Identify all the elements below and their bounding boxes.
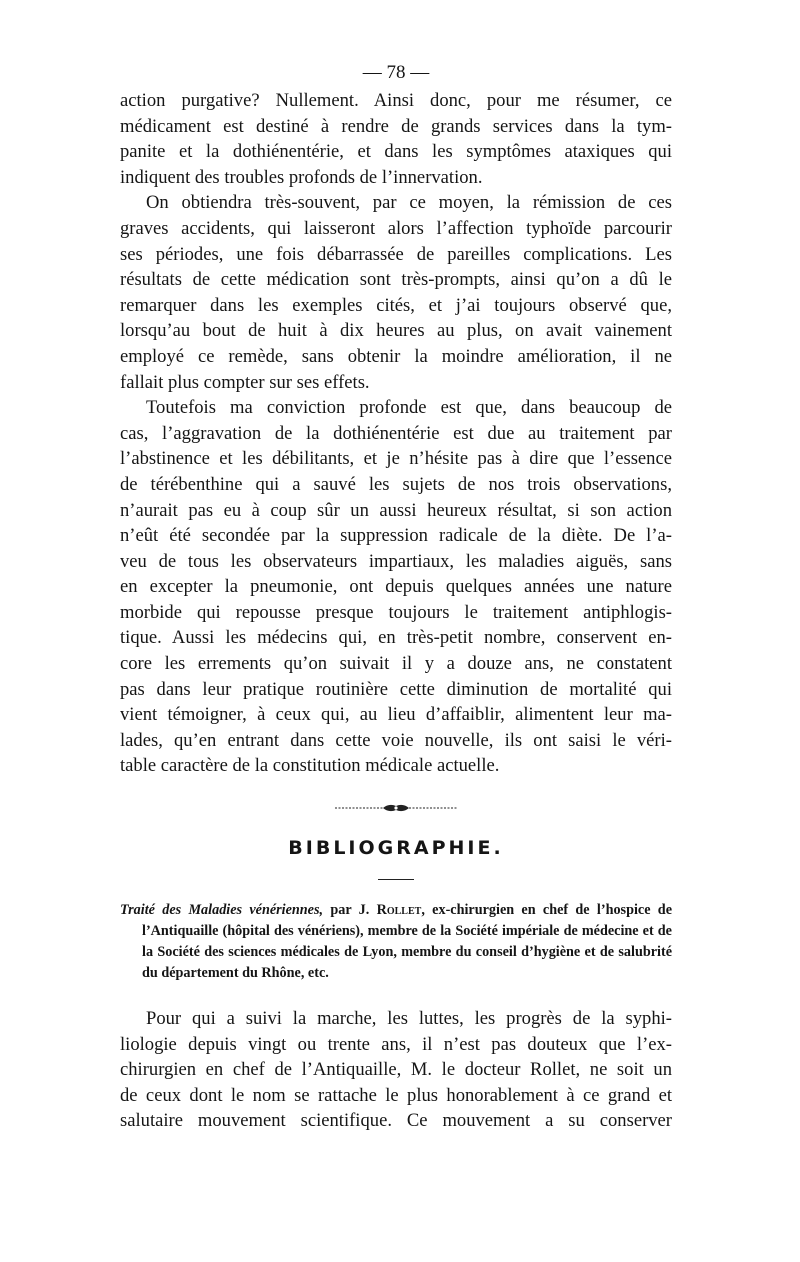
ornamental-divider (321, 801, 471, 815)
bibliography-entry (120, 900, 672, 984)
author-name: Rollet (376, 902, 422, 919)
book-page (120, 58, 672, 1134)
book-title: Traité des Maladies vénériennes, (120, 902, 324, 919)
bib-details: , ex-chirurgien en chef de l’hospice de l’Antiquaille (hôpital des vénériens), membre de la Société impériale de médecine et de la Société des sciences médicales de Lyon, membre du conseil d’hygiène et de salubrité du département du Rhône, etc. (142, 902, 672, 982)
text-line: panite et la dothiénentérie, et dans les symptômes ataxiques qui (120, 141, 672, 163)
text-line: veu de tous les observateurs impartiaux, les maladies aiguës, sans (120, 550, 672, 572)
text-line: médicament est destiné à rendre de grands services dans la tym- (120, 115, 672, 137)
text-line: ses périodes, une fois débarrassée de pareilles complications. Les (120, 243, 672, 265)
text-line: indiquent des troubles profonds de l’innervation. (120, 166, 483, 188)
text-line: liologie depuis vingt ou trente ans, il n’est pas douteux que l’ex- (120, 1033, 672, 1055)
text-line: pas dans leur pratique routinière cette diminution de mortalité qui (120, 678, 672, 700)
paragraph-2 (120, 190, 672, 395)
text-line: de ceux dont le nom se rattache le plus honorablement à ce grand et (120, 1084, 672, 1106)
paragraph-1 (120, 88, 672, 190)
text-line: fallait plus compter sur ses effets. (120, 371, 370, 393)
text-line: en excepter la pneumonie, ont depuis quelques années une nature (120, 576, 672, 598)
text-line: chirurgien en chef de l’Antiquaille, M. le docteur Rollet, ne soit un (120, 1059, 672, 1081)
text-line: résultats de cette médication sont très-prompts, ainsi qu’on a dû le (120, 269, 672, 291)
divider (378, 879, 414, 880)
section-title: BIBLIOGRAPHIE. (288, 837, 504, 860)
text-line: salutaire mouvement scientifique. Ce mouvement a su conserver (120, 1110, 672, 1132)
text-line: core les errements qu’on suivait il y a douze ans, ne constatent (120, 653, 672, 675)
text-line: graves accidents, qui laisseront alors l’affection typhoïde parcourir (120, 217, 672, 239)
text-line: Toutefois ma conviction profonde est que, dans beaucoup de (146, 397, 672, 419)
paragraph-4 (120, 1006, 672, 1134)
text-line: n’eût été secondée par la suppression radicale de la diète. De l’a- (120, 525, 672, 547)
text-line: cas, l’aggravation de la dothiénentérie est due au traitement par (120, 422, 672, 444)
text-line: Pour qui a suivi la marche, les luttes, les progrès de la syphi- (146, 1008, 672, 1030)
text-line: tique. Aussi les médecins qui, en très-petit nombre, conservent en- (120, 627, 672, 649)
text-line: action purgative? Nullement. Ainsi donc, pour me résumer, ce (120, 90, 672, 111)
paragraph-3 (120, 395, 672, 779)
text-line: l’abstinence et les débilitants, et je n’hésite pas à dire que l’essence (120, 448, 672, 470)
bib-by: par J. (323, 902, 377, 919)
text-line: lorsqu’au bout de huit à dix heures au plus, on avait vainement (120, 320, 672, 342)
text-line: vient témoigner, à ceux qui, au lieu d’affaiblir, alimentent leur ma- (120, 704, 672, 726)
text-line: employé ce remède, sans obtenir la moindre amélioration, il ne (120, 345, 672, 367)
text-line: lades, qu’en entrant dans cette voie nouvelle, ils ont saisi le véri- (120, 729, 672, 751)
ornament-icon (321, 801, 471, 815)
text-line: remarquer dans les exemples cités, et j’ai toujours observé que, (120, 294, 672, 316)
text-line: morbide qui repousse presque toujours le traitement antiphlogis- (120, 601, 672, 623)
text-line: n’aurait pas eu à coup sûr un aussi heureux résultat, si son action (120, 499, 672, 521)
text-line: table caractère de la constitution médicale actuelle. (120, 755, 500, 777)
page-number: — 78 — (362, 62, 430, 83)
text-line: de térébenthine qui a sauvé les sujets de nos trois observations, (120, 473, 672, 495)
text-line: On obtiendra très-souvent, par ce moyen, la rémission de ces (146, 192, 672, 214)
